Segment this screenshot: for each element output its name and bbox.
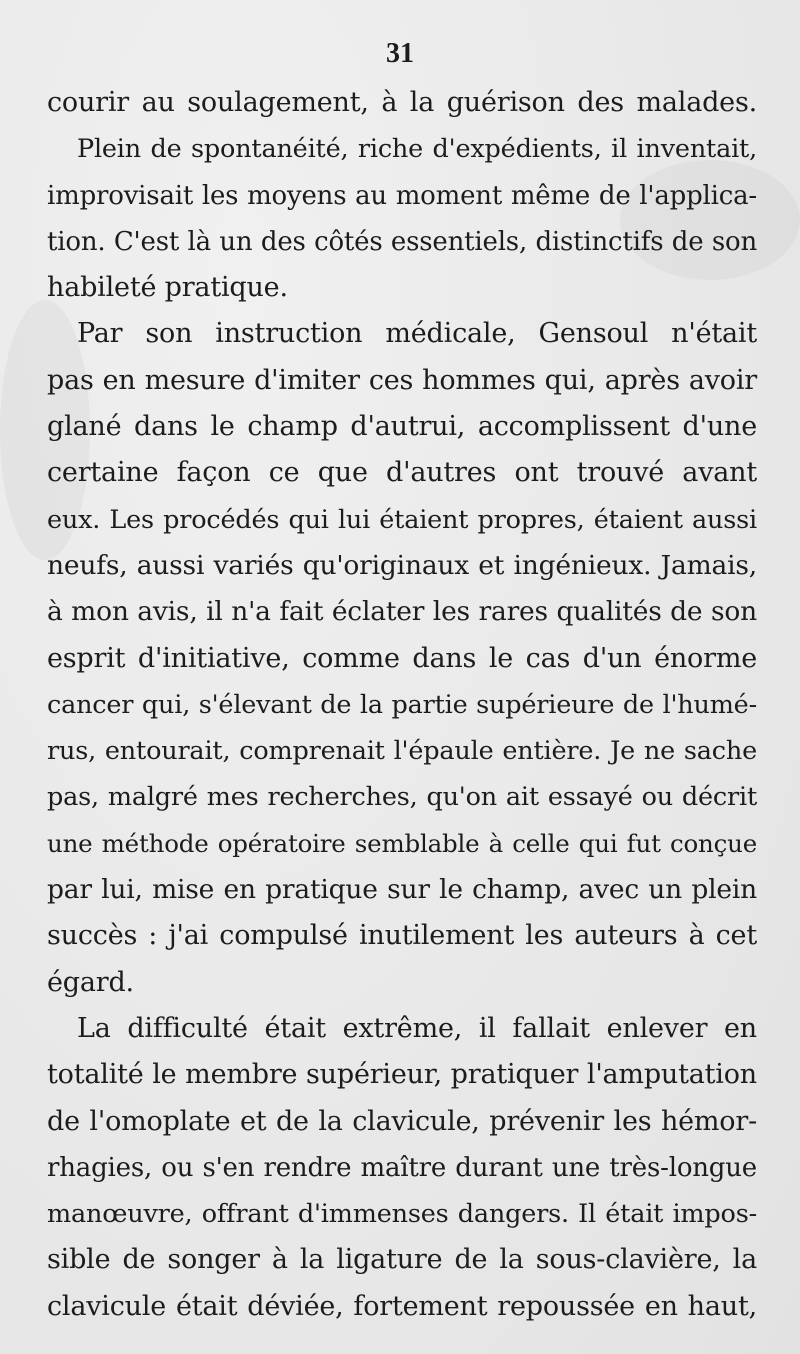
text-line: neufs, aussi variés qu'originaux et ingénieux. Jamais,	[47, 549, 757, 581]
text-line: Par son instruction médicale, Gensoul n'était	[77, 318, 757, 350]
text-line: La difficulté était extrême, il fallait enlever en	[77, 1012, 757, 1044]
text-line: courir au soulagement, à la guérison des malades.	[47, 87, 757, 118]
text-line: rus, entourait, comprenait l'épaule entière. Je ne sache	[47, 736, 757, 767]
text-line: habileté pratique.	[47, 272, 288, 304]
text-line: à mon avis, il n'a fait éclater les rares qualités de son	[47, 596, 757, 628]
text-line: sible de songer à la ligature de la sous-clavière, la	[47, 1244, 757, 1276]
text-line: totalité le membre supérieur, pratiquer l'amputation	[47, 1059, 757, 1091]
text-line: manœuvre, offrant d'immenses dangers. Il était impos-	[47, 1199, 757, 1230]
text-line: eux. Les procédés qui lui étaient propres, étaient aussi	[47, 504, 757, 535]
body-text	[47, 80, 757, 1330]
text-line: égard.	[47, 966, 134, 998]
text-line: succès : j'ai compulsé inutilement les auteurs à cet	[47, 920, 757, 952]
text-line: esprit d'initiative, comme dans le cas d'un énorme	[47, 642, 757, 674]
text-line: une méthode opératoire semblable à celle qui fut conçue	[47, 828, 757, 858]
text-line: pas en mesure d'imiter ces hommes qui, après avoir	[47, 364, 757, 396]
text-line: certaine façon ce que d'autres ont trouvé avant	[47, 457, 757, 489]
text-line: de l'omoplate et de la clavicule, prévenir les hémor-	[47, 1105, 757, 1137]
text-line: improvisait les moyens au moment même de l'applica-	[47, 180, 757, 211]
text-line: rhagies, ou s'en rendre maître durant une très-longue	[47, 1152, 757, 1183]
text-line: cancer qui, s'élevant de la partie supérieure de l'humé-	[47, 689, 757, 720]
text-line: Plein de spontanéité, riche d'expédients, il inventait,	[77, 134, 757, 165]
text-line: par lui, mise en pratique sur le champ, avec un plein	[47, 874, 757, 906]
text-line: glané dans le champ d'autrui, accomplissent d'une	[47, 411, 757, 443]
text-line: pas, malgré mes recherches, qu'on ait essayé ou décrit	[47, 782, 757, 813]
text-line: tion. C'est là un des côtés essentiels, distinctifs de son	[47, 226, 757, 257]
page-number: 31	[386, 38, 414, 69]
text-line: clavicule était déviée, fortement repoussée en haut,	[47, 1290, 757, 1322]
